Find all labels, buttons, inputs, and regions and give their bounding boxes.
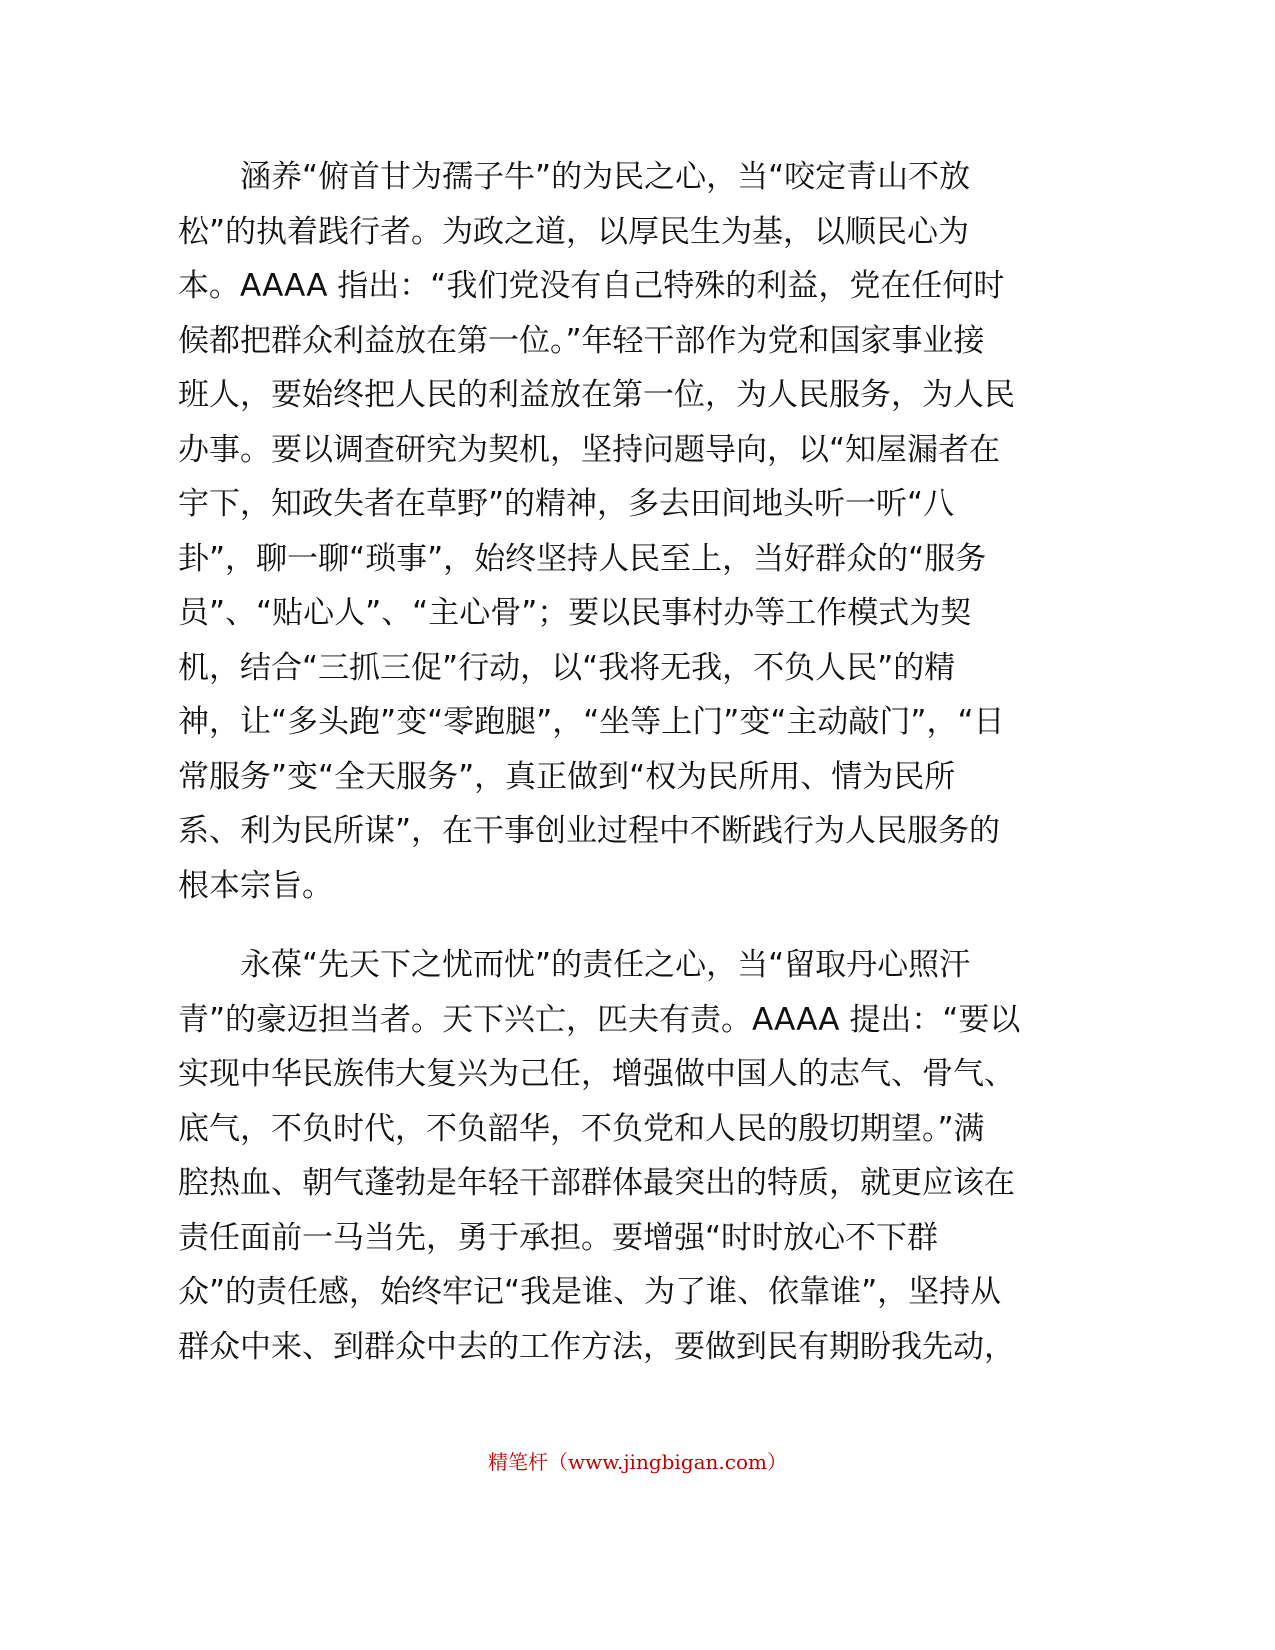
paragraph-2	[178, 938, 1038, 1374]
paragraph-line: 本。AAAA 指出：“我们党没有自己特殊的利益，党在任何时	[178, 268, 1005, 304]
paragraph-1	[178, 150, 1038, 913]
paragraph-line: 员”、“贴心人”、“主心骨”；要以民事村办等工作模式为契	[178, 595, 972, 631]
paragraph-line: 办事。要以调查研究为契机，坚持问题导向，以“知屋漏者在	[178, 431, 1001, 468]
paragraph-line: 常服务”变“全天服务”，真正做到“权为民所用、情为民所	[178, 758, 956, 795]
paragraph-line: 卦”，聊一聊“琐事”，始终坚持人民至上，当好群众的“服务	[178, 540, 987, 577]
paragraph-line: 腔热血、朝气蓬勃是年轻干部群体最突出的特质，就更应该在	[178, 1165, 1015, 1201]
paragraph-line: 松”的执着践行者。为政之道，以厚民生为基，以顺民心为	[178, 213, 970, 250]
paragraph-line: 责任面前一马当先，勇于承担。要增强“时时放心不下群	[178, 1219, 939, 1256]
paragraph-line: 机，结合“三抓三促”行动，以“我将无我，不负人民”的精	[178, 649, 956, 686]
paragraph-line: 班人，要始终把人民的利益放在第一位，为人民服务，为人民	[178, 377, 1015, 413]
paragraph-line: 宇下，知政失者在草野”的精神，多去田间地头听一听“八	[178, 486, 955, 522]
paragraph-line: 青”的豪迈担当者。天下兴亡，匹夫有责。AAAA 提出：“要以	[178, 1001, 1021, 1038]
paragraph-line: 永葆“先天下之忧而忧”的责任之心，当“留取丹心照汗	[240, 947, 971, 983]
paragraph-line: 底气，不负时代，不负韶华，不负党和人民的殷切期望。”满	[178, 1110, 985, 1147]
paragraph-line: 神，让“多头跑”变“零跑腿”，“坐等上门”变“主动敲门”，“日	[178, 704, 1005, 740]
paragraph-line: 众”的责任感，始终牢记“我是谁、为了谁、依靠谁”，坚持从	[178, 1274, 1002, 1310]
paragraph-line: 涵养“俯首甘为孺子牛”的为民之心，当“咬定青山不放	[240, 159, 971, 195]
paragraph-line: 实现中华民族伟大复兴为己任，增强做中国人的志气、骨气、	[178, 1056, 1015, 1092]
footer-watermark: 精笔杆（www.jingbigan.com）	[488, 1450, 787, 1474]
paragraph-line: 系、利为民所谋”，在干事创业过程中不断践行为人民服务的	[178, 813, 1001, 849]
paragraph-line: 根本宗旨。	[178, 867, 333, 904]
paragraph-line: 群众中来、到群众中去的工作方法，要做到民有期盼我先动，	[178, 1328, 1015, 1365]
paragraph-line: 候都把群众利益放在第一位。”年轻干部作为党和国家事业接	[178, 322, 985, 359]
